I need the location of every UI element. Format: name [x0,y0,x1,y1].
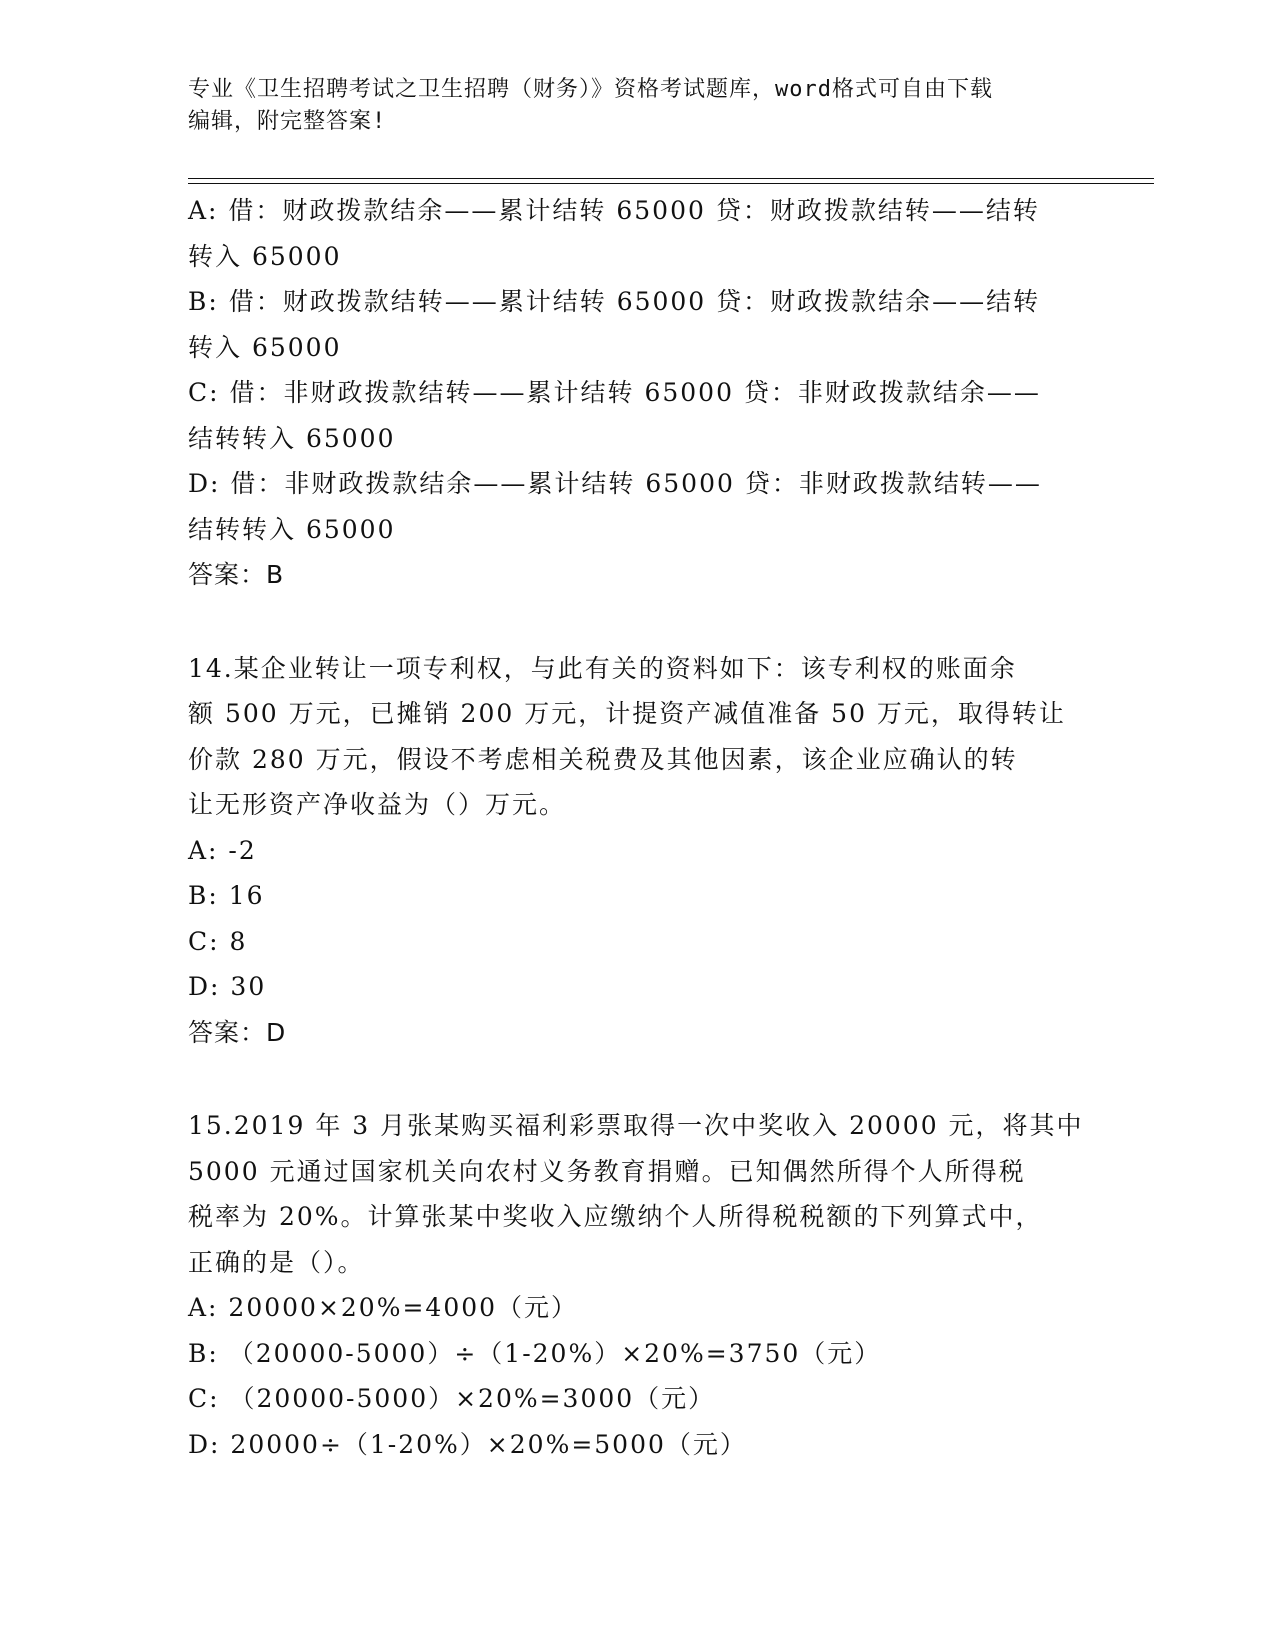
option-d: D: 20000÷（1-20%）×20%=5000（元） [188,1429,747,1459]
question-spacer [188,598,1088,646]
question-14 [188,646,1088,1056]
question-stem-line-4: 让无形资产净收益为（）万元。 [188,790,567,819]
header-divider-top [188,178,1154,179]
option-b: B: 16 [188,881,265,910]
option-c-line-2: 结转转入 65000 [188,423,396,453]
option-c-line-1: C: 借：非财政拨款结转——累计结转 65000 贷：非财政拨款结余—— [188,378,1041,407]
option-a-line-2: 转入 65000 [188,241,342,271]
option-a-line-1: A: 借：财政拨款结余——累计结转 65000 贷：财政拨款结转——结转 [188,196,1040,225]
option-c: C: （20000-5000）×20%=3000（元） [188,1384,716,1413]
question-stem-line-2: 额 500 万元，已摊销 200 万元，计提资产减值准备 50 万元，取得转让 [188,699,1066,728]
option-a: A: -2 [188,835,257,865]
question-stem-line-2: 5000 元通过国家机关向农村义务教育捐赠。已知偶然所得个人所得税 [188,1156,1026,1186]
option-a: A: 20000×20%=4000（元） [188,1293,579,1322]
answer: 答案：B [188,560,285,589]
header-line-1: 专业《卫生招聘考试之卫生招聘（财务）》资格考试题库，word格式可自由下载 [188,77,993,102]
question-stem-line-1: 14.某企业转让一项专利权，与此有关的资料如下：该专利权的账面余 [188,653,1017,683]
option-d-line-1: D: 借：非财政拨款结余——累计结转 65000 贷：非财政拨款结转—— [188,469,1042,498]
option-b: B: （20000-5000）÷（1-20%）×20%=3750（元） [188,1338,882,1368]
option-d: D: 30 [188,972,267,1001]
question-13 [188,188,1088,598]
question-stem-line-3: 税率为 20%。计算张某中奖收入应缴纳个人所得税税额的下列算式中， [188,1202,1043,1231]
header-divider-bottom [188,183,1154,184]
question-stem-line-1: 15.2019 年 3 月张某购买福利彩票取得一次中奖收入 20000 元，将其中 [188,1111,1084,1140]
question-stem-line-4: 正确的是（）。 [188,1247,365,1277]
question-15 [188,1103,1088,1467]
option-c: C: 8 [188,926,248,956]
option-d-line-2: 结转转入 65000 [188,514,396,544]
document-header [188,74,1068,138]
header-line-2: 编辑，附完整答案! [188,109,387,134]
question-stem-line-3: 价款 280 万元，假设不考虑相关税费及其他因素，该企业应确认的转 [188,744,1018,774]
option-b-line-2: 转入 65000 [188,332,342,362]
answer: 答案：D [188,1017,287,1047]
option-b-line-1: B: 借：财政拨款结转——累计结转 65000 贷：财政拨款结余——结转 [188,287,1041,316]
question-list [188,188,1088,1467]
question-spacer [188,1055,1088,1103]
